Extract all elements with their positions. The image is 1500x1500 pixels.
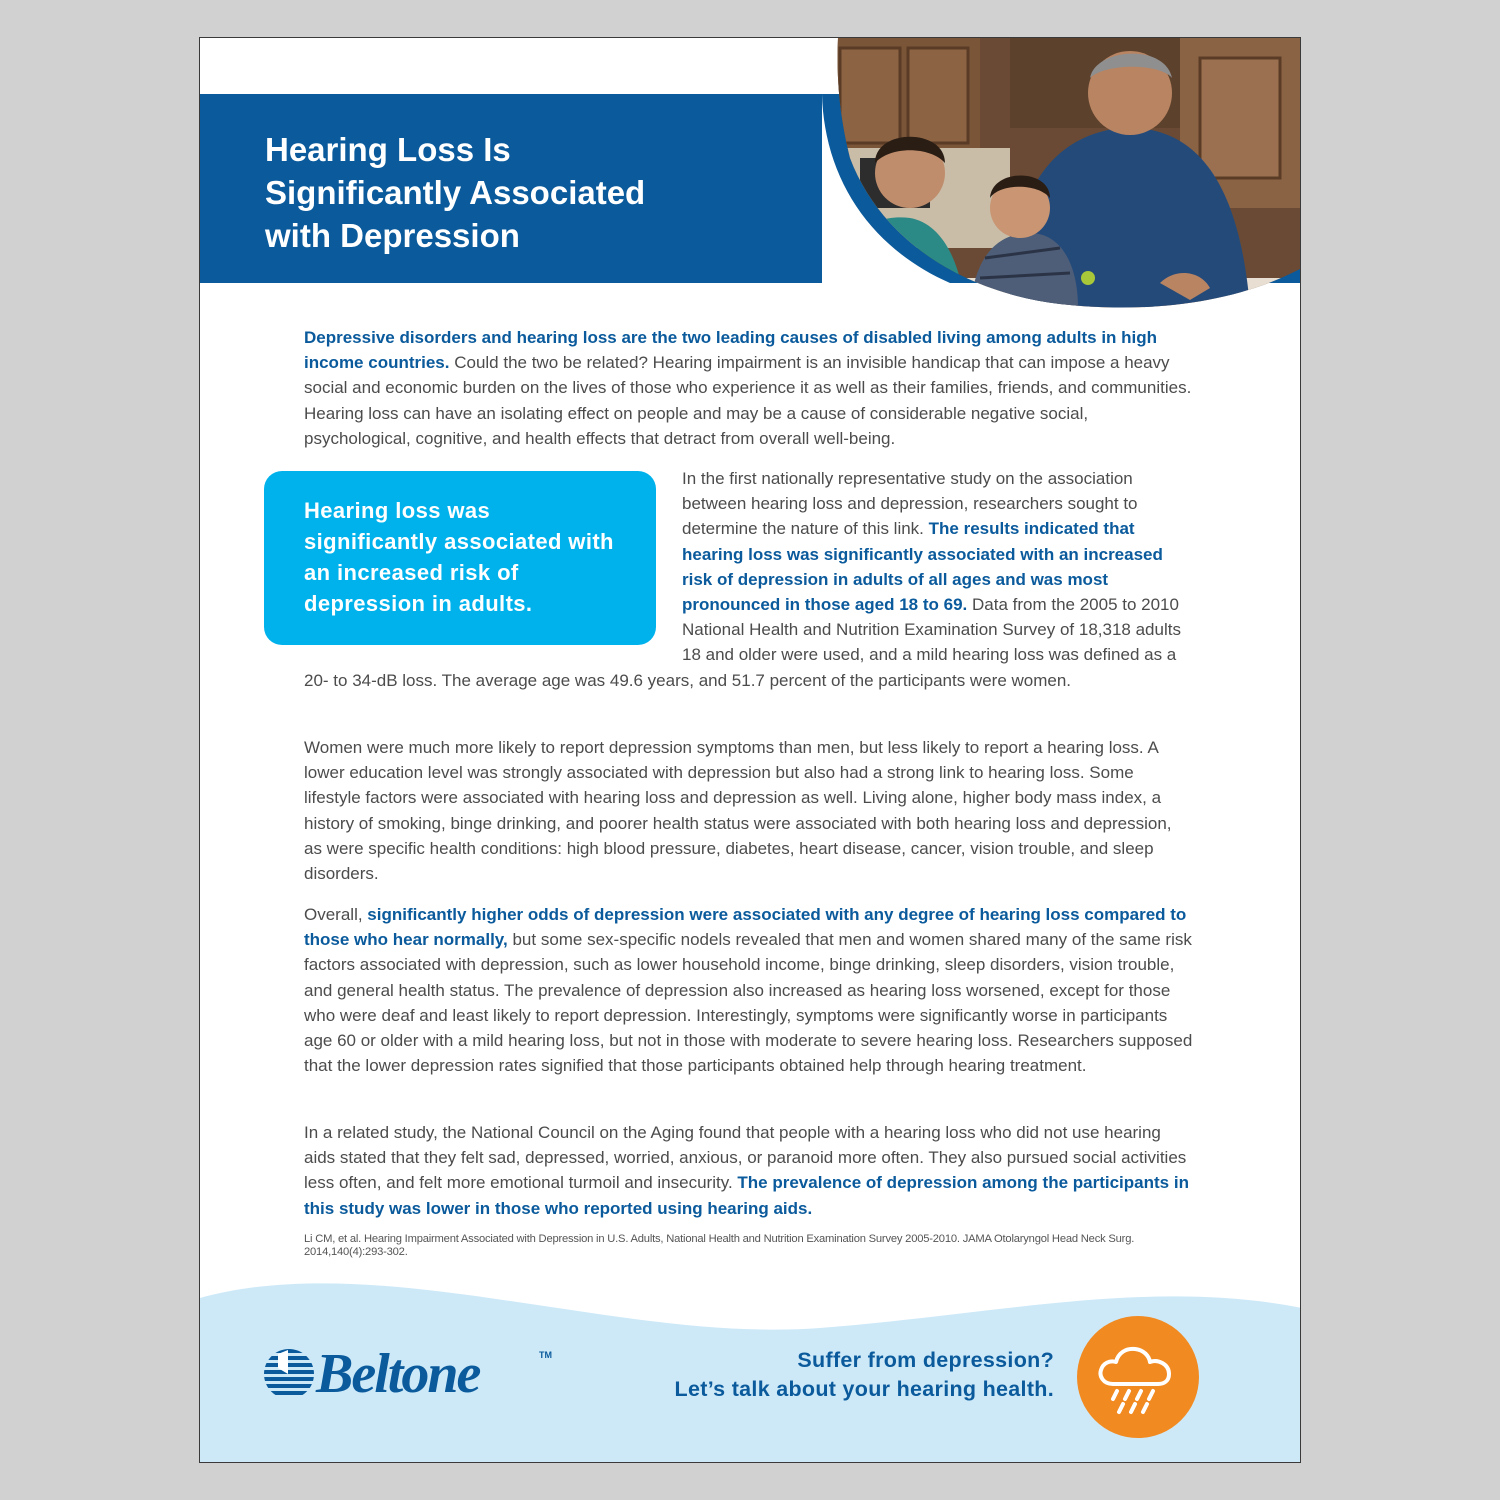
intro-text: Could the two be related? Hearing impairment is an invisible handicap that can impose a heavy social and economic burden on the lives of those who experience it as well as their families, friends, and communities. Hearing loss can have an isolating effect on people and may be a cause of considerable negative social, psychological, cognitive, and health effects that detract from overall well-being. xyxy=(304,353,1192,448)
title-line-1: Hearing Loss Is xyxy=(265,131,511,168)
callout-box xyxy=(264,471,656,645)
title-line-2: Significantly Associated xyxy=(265,174,646,211)
related-paragraph xyxy=(304,1120,1194,1221)
related-text: In a related study, the National Council on the Aging found that people with a hearing loss who did not use hearing aids stated that they felt sad, depressed, worried, anxious, or paranoid more often. They also pursued social activities less often, and felt more emotional turmoil and insecurity. xyxy=(304,1123,1187,1193)
cta-line-2: Let’s talk about your hearing health. xyxy=(674,1377,1054,1401)
callout-text: Hearing loss was significantly associated with an increased risk of depression in adults. xyxy=(304,498,614,616)
title-line-3: with Depression xyxy=(265,217,520,254)
beltone-logo xyxy=(264,1344,564,1404)
overall-text-a: Overall, xyxy=(304,905,368,924)
study-text-a: In the first nationally representative study on the association between hearing loss and depression, researchers sought to determine the nature of this link. xyxy=(682,469,1138,539)
trademark-symbol: TM xyxy=(539,1350,552,1360)
beltone-wordmark: Beltone xyxy=(316,1343,480,1405)
women-paragraph: Women were much more likely to report depression symptoms than men, but less likely to report a hearing loss. A lower education level was strongly associated with depression but also had a strong link to hearing loss. Some lifestyle factors were associated with hearing loss and depression as well. Living alone, higher body mass index, a history of smoking, binge drinking, and poorer health status were associated with both hearing loss and depression, as were specific health conditions: high blood pressure, diabetes, heart disease, cancer, vision trouble, and sleep disorders. xyxy=(304,738,1172,884)
overall-paragraph xyxy=(304,902,1194,1078)
overall-highlight: significantly higher odds of depression were associated with any degree of hearing loss compared to those who hear normally, xyxy=(304,905,1187,950)
study-highlight: The results indicated that hearing loss was significantly associated with an increased risk of depression in adults of all ages and was most pronounced in those aged 18 to 69. xyxy=(682,519,1163,615)
intro-highlight: Depressive disorders and hearing loss are the two leading causes of disabled living among adults in high income countries. xyxy=(304,328,1158,373)
call-to-action xyxy=(675,1346,1054,1404)
intro-paragraph xyxy=(304,325,1194,451)
beltone-globe-icon xyxy=(264,1346,314,1402)
related-highlight: The prevalence of depression among the participants in this study was lower in those who reported using hearing aids. xyxy=(304,1173,1189,1218)
citation: Li CM, et al. Hearing Impairment Associated with Depression in U.S. Adults, National Health and Nutrition Examination Survey 2005-2010. JAMA Otolaryngol Head Neck Surg. 2014,140(4):293-302. xyxy=(304,1233,1135,1258)
document-page xyxy=(199,37,1301,1463)
family-kitchen-photo xyxy=(760,38,1301,313)
study-section xyxy=(304,466,1194,693)
study-text-b: Data from the 2005 to 2010 National Health and Nutrition Examination Survey of 18,318 adults 18 and older were used, and a mild hearing loss was defined as a 20- to 34-dB loss. The average age was 49.6 years, and 51.7 percent of the participants were women. xyxy=(304,595,1181,690)
rain-cloud-icon xyxy=(1077,1316,1199,1438)
page-title xyxy=(265,128,785,257)
overall-text-b: but some sex-specific nodels revealed that men and women shared many of the same risk factors associated with depression, such as lower household income, binge drinking, sleep disorders, vision trouble, and general health status. The prevalence of depression also increased as hearing loss worsened, except for those who were deaf and least likely to report depression. Interestingly, symptoms were significantly worse in participants age 60 or older with a mild hearing loss, but not in those with moderate to severe hearing loss. Researchers supposed that the lower depression rates signified that those participants obtained help through hearing treatment. xyxy=(304,930,1193,1076)
cta-line-1: Suffer from depression? xyxy=(797,1348,1054,1372)
depression-badge xyxy=(1077,1316,1199,1438)
